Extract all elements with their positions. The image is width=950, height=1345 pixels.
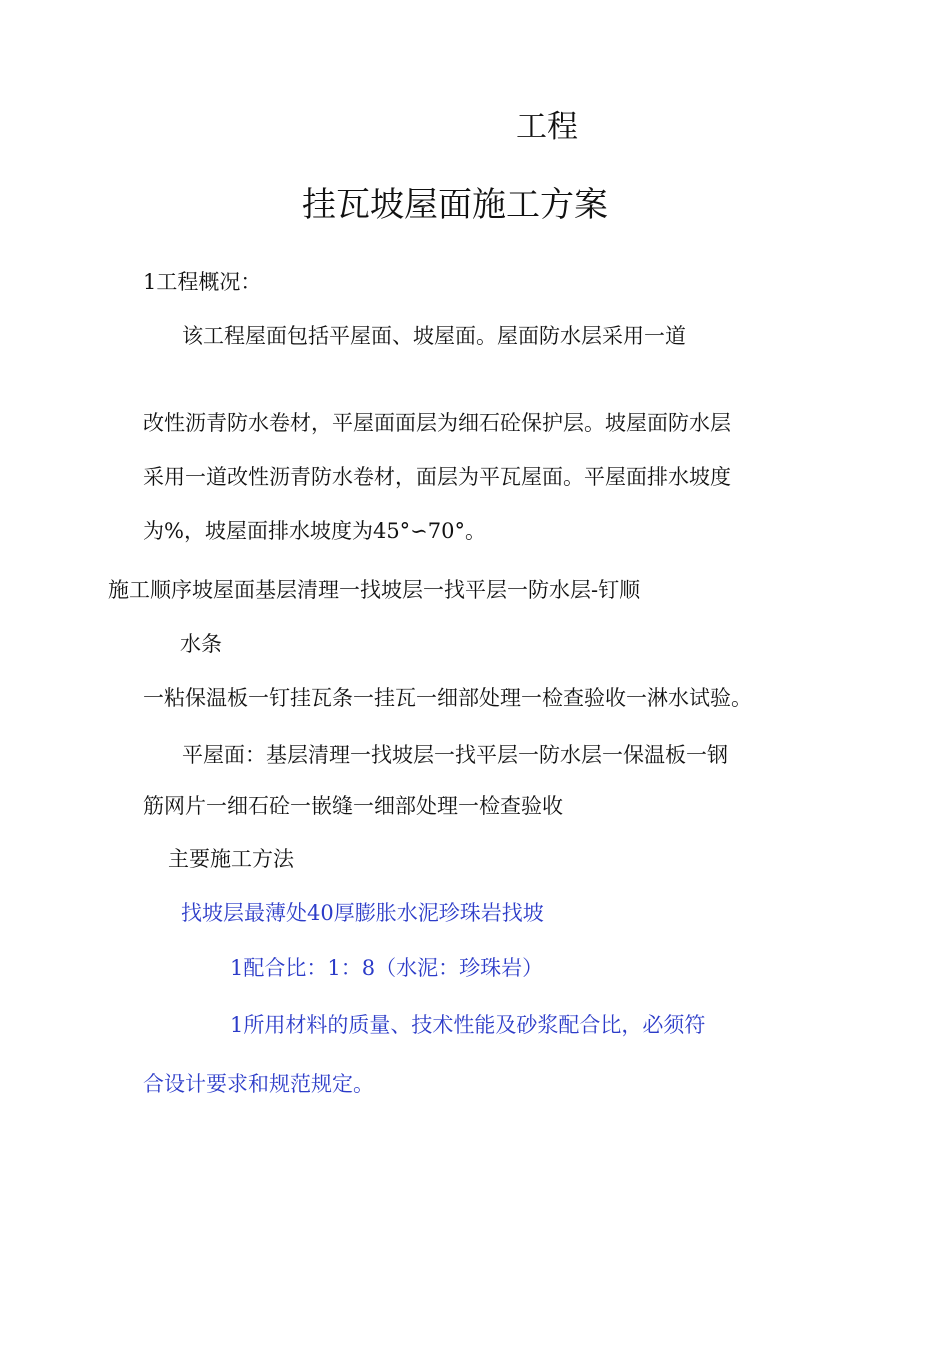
paragraph-line: 水条 [180, 632, 222, 656]
paragraph-line-highlighted: 1配合比：1：8（水泥：珍珠岩） [230, 956, 544, 980]
document-title-project: 工程 [516, 109, 578, 145]
paragraph-line: 改性沥青防水卷材，平屋面面层为细石砼保护层。坡屋面防水层 [143, 411, 731, 435]
section-heading-methods: 主要施工方法 [168, 847, 294, 871]
paragraph-line: 该工程屋面包括平屋面、坡屋面。屋面防水层采用一道 [182, 324, 686, 348]
paragraph-line: 筋网片一细石砼一嵌缝一细部处理一检查验收 [143, 794, 563, 818]
paragraph-line: 一粘保温板一钉挂瓦条一挂瓦一细部处理一检查验收一淋水试验。 [143, 686, 752, 710]
paragraph-line-highlighted: 合设计要求和规范规定。 [143, 1072, 374, 1096]
document-title-plan: 挂瓦坡屋面施工方案 [302, 185, 608, 225]
paragraph-line: 平屋面：基层清理一找坡层一找平层一防水层一保温板一钢 [182, 743, 728, 767]
paragraph-line: 为%，坡屋面排水坡度为45°∽70°。 [143, 519, 486, 543]
paragraph-line: 施工顺序坡屋面基层清理一找坡层一找平层一防水层-钉顺 [108, 578, 641, 602]
paragraph-line: 采用一道改性沥青防水卷材，面层为平瓦屋面。平屋面排水坡度 [143, 465, 731, 489]
section-heading-overview: 1工程概况： [143, 270, 262, 294]
paragraph-line-highlighted: 找坡层最薄处40厚膨胀水泥珍珠岩找坡 [181, 901, 544, 925]
paragraph-line-highlighted: 1所用材料的质量、技术性能及砂浆配合比，必须符 [230, 1013, 706, 1037]
